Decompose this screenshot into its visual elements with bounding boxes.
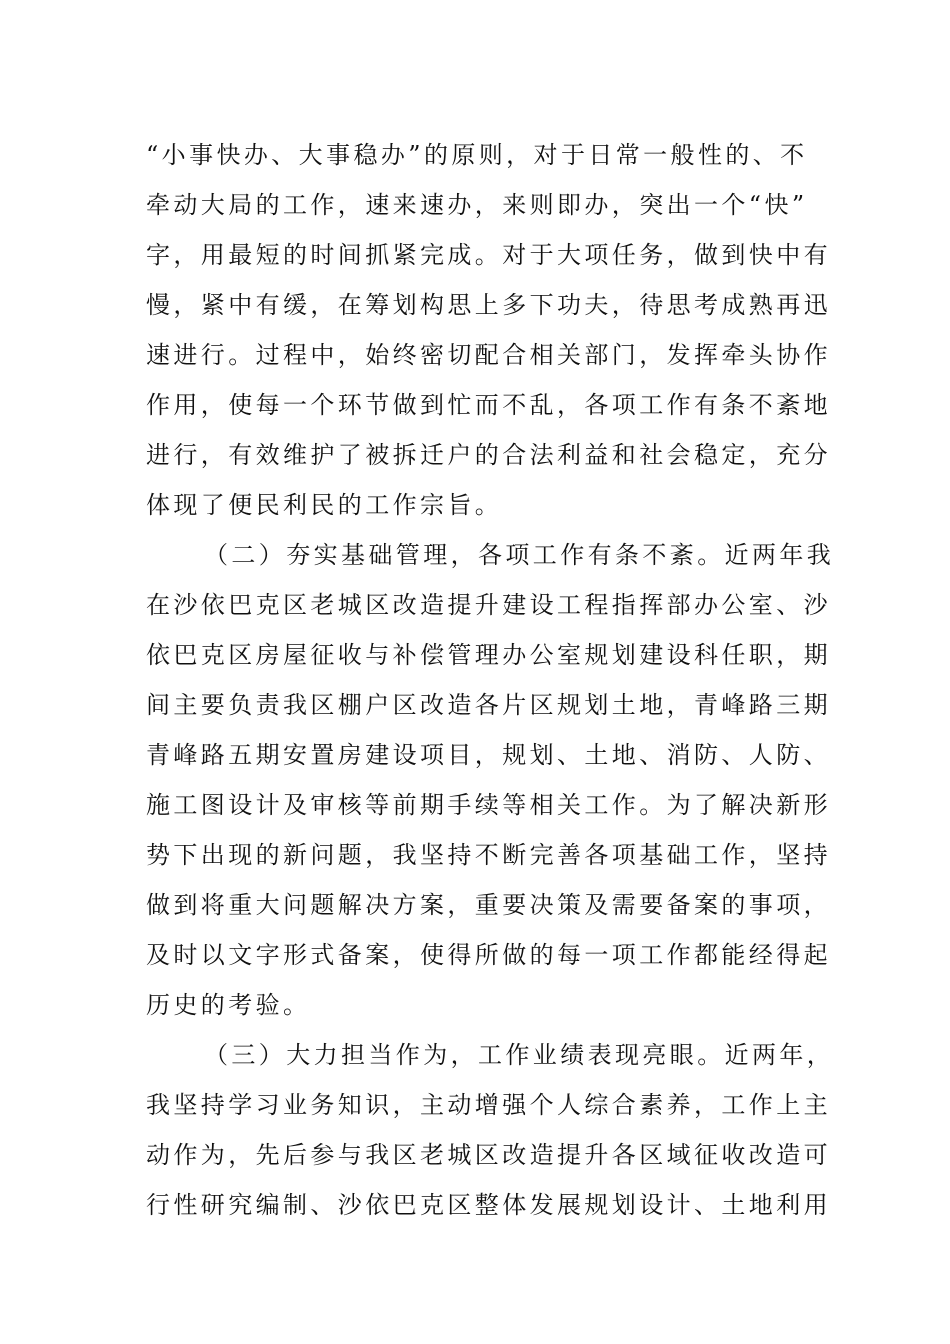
section-heading-line: （三）大力担当作为，工作业绩表现亮眼。近两年， [204,1041,835,1069]
text-line: 进行，有效维护了被拆迁户的合法利益和社会稳定，充分 [146,441,831,469]
text-line: 青峰路五期安置房建设项目，规划、土地、消防、人防、 [146,741,831,769]
text-line: 施工图设计及审核等前期手续等相关工作。为了解决新形 [146,791,831,819]
text-line: 速进行。过程中，始终密切配合相关部门，发挥牵头协作 [146,341,831,369]
text-line: 依巴克区房屋征收与补偿管理办公室规划建设科任职，期 [146,641,831,669]
text-line: 我坚持学习业务知识，主动增强个人综合素养，工作上主 [146,1091,831,1119]
text-line: 势下出现的新问题，我坚持不断完善各项基础工作，坚持 [146,841,831,869]
text-line: 动作为，先后参与我区老城区改造提升各区域征收改造可 [146,1141,831,1169]
text-line: 历史的考验。 [146,991,311,1019]
text-line: 间主要负责我区棚户区改造各片区规划土地，青峰路三期 [146,691,831,719]
text-line: 字，用最短的时间抓紧完成。对于大项任务，做到快中有 [146,241,831,269]
text-line: 做到将重大问题解决方案，重要决策及需要备案的事项， [146,891,831,919]
text-line: 体现了便民利民的工作宗旨。 [146,491,503,519]
section-heading-line: （二）夯实基础管理，各项工作有条不紊。近两年我 [204,541,835,569]
text-line: 慢，紧中有缓，在筹划构思上多下功夫，待思考成熟再迅 [146,291,831,319]
text-line: 在沙依巴克区老城区改造提升建设工程指挥部办公室、沙 [146,591,831,619]
text-line: 牵动大局的工作，速来速办，来则即办，突出一个“快” [146,191,808,219]
text-line: “小事快办、大事稳办”的原则，对于日常一般性的、不 [146,141,808,169]
text-line: 行性研究编制、沙依巴克区整体发展规划设计、土地利用 [146,1191,831,1219]
text-line: 及时以文字形式备案，使得所做的每一项工作都能经得起 [146,941,831,969]
body-text [146,130,835,1230]
text-line: 作用，使每一个环节做到忙而不乱，各项工作有条不紊地 [146,391,831,419]
